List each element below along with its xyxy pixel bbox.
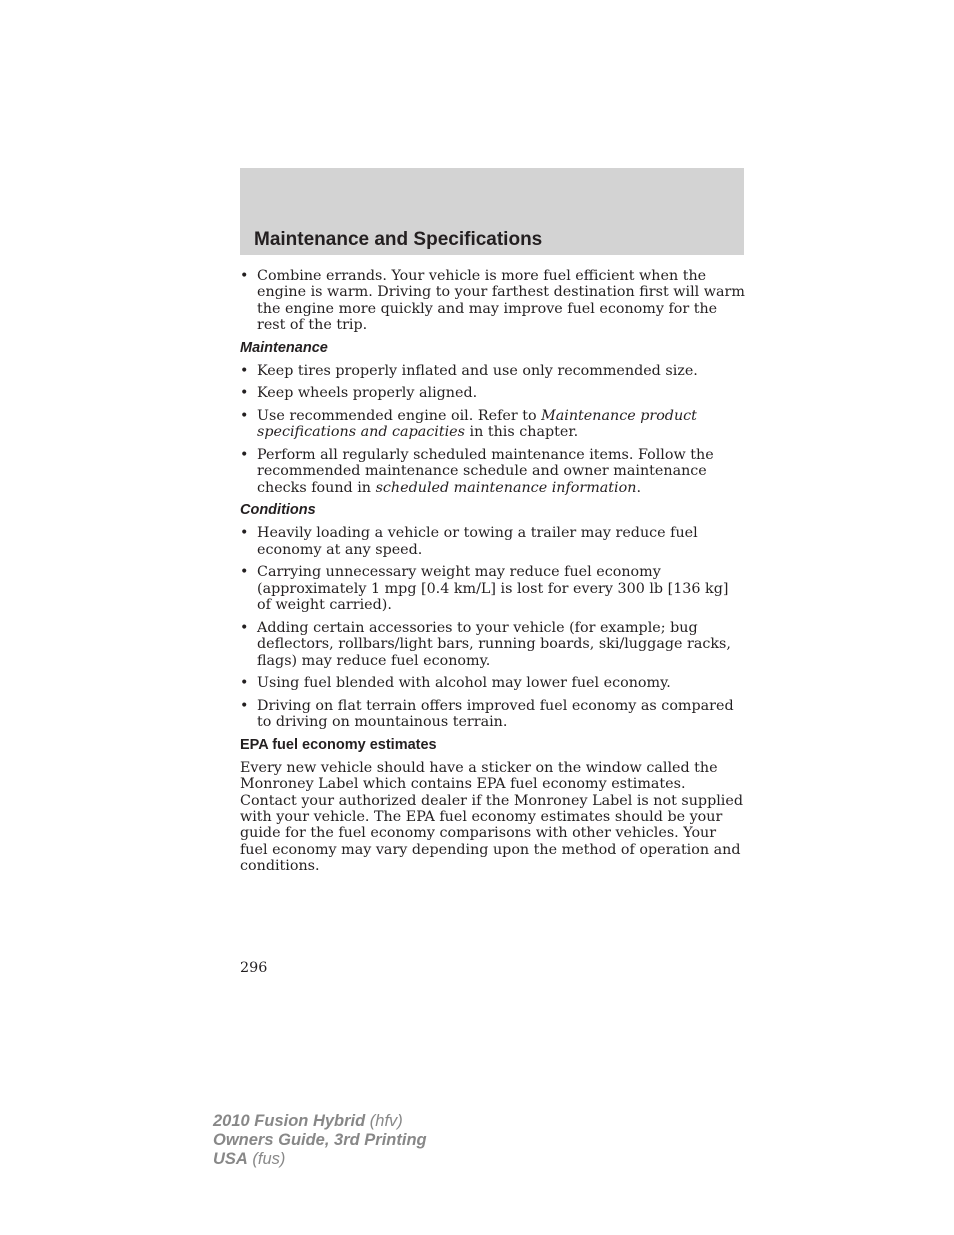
footer-line-model (213, 1112, 427, 1131)
list-item-text: Use recommended engine oil. Refer to (257, 408, 542, 424)
section-header (240, 168, 744, 255)
list-item: • Adding certain accessories to your vehicle (for example; bug deflectors, rollbars/light bars, running boards, ski/luggage racks, flags) may reduce fuel economy. (240, 620, 746, 669)
list-item: • Keep tires properly inflated and use only recommended size. (240, 363, 746, 379)
section-title: Maintenance and Specifications (254, 229, 543, 250)
footer-model: 2010 Fusion Hybrid (213, 1112, 366, 1130)
footer-imprint (213, 1112, 427, 1169)
page-content (240, 268, 746, 875)
maintenance-heading: Maintenance (240, 339, 328, 356)
list-item: • Driving on flat terrain offers improved fuel economy as compared to driving on mountainous terrain. (240, 698, 746, 731)
conditions-heading: Conditions (240, 502, 316, 519)
footer-region-code: (fus) (247, 1150, 286, 1168)
list-item (240, 408, 746, 441)
list-item-text: . (636, 479, 641, 496)
maintenance-list (240, 363, 746, 496)
list-item: • Carrying unnecessary weight may reduce fuel economy (approximately 1 mpg [0.4 km/L] is lost for every 300 lb [136 kg] of weight carried). (240, 564, 746, 613)
list-item: • Using fuel blended with alcohol may lower fuel economy. (240, 675, 746, 691)
list-item: • Heavily loading a vehicle or towing a trailer may reduce fuel economy at any speed. (240, 525, 746, 558)
conditions-list (240, 525, 746, 730)
list-item: • Combine errands. Your vehicle is more fuel efficient when the engine is warm. Driving to your farthest destination first will warm the engine more quickly and may improve fuel economy for the rest of the trip. (240, 268, 746, 334)
intro-list (240, 268, 746, 334)
cross-reference: scheduled maintenance information (375, 479, 637, 496)
page-number: 296 (240, 960, 268, 976)
list-item (240, 447, 746, 496)
epa-heading: EPA fuel economy estimates (240, 736, 437, 753)
footer-line-region (213, 1150, 427, 1169)
list-item-text: in this chapter. (464, 424, 579, 441)
footer-model-code: (hfv) (365, 1112, 403, 1130)
cross-reference: Maintenance product specifications and capacities (257, 408, 697, 441)
footer-region: USA (213, 1150, 248, 1168)
epa-paragraph: Every new vehicle should have a sticker on the window called the Monroney Label which contains EPA fuel economy estimates. Contact your authorized dealer if the Monroney Label is not supplied with your vehicle. The EPA fuel economy estimates should be your guide for the fuel economy comparisons with other vehicles. Your fuel economy may vary depending upon the method of operation and conditions. (240, 759, 743, 875)
footer-line-printing: Owners Guide, 3rd Printing (213, 1131, 427, 1149)
list-item-text: Perform all regularly scheduled maintenance items. Follow the recommended maintenance schedule and owner maintenance checks found in (257, 447, 714, 496)
list-item: • Keep wheels properly aligned. (240, 385, 746, 401)
